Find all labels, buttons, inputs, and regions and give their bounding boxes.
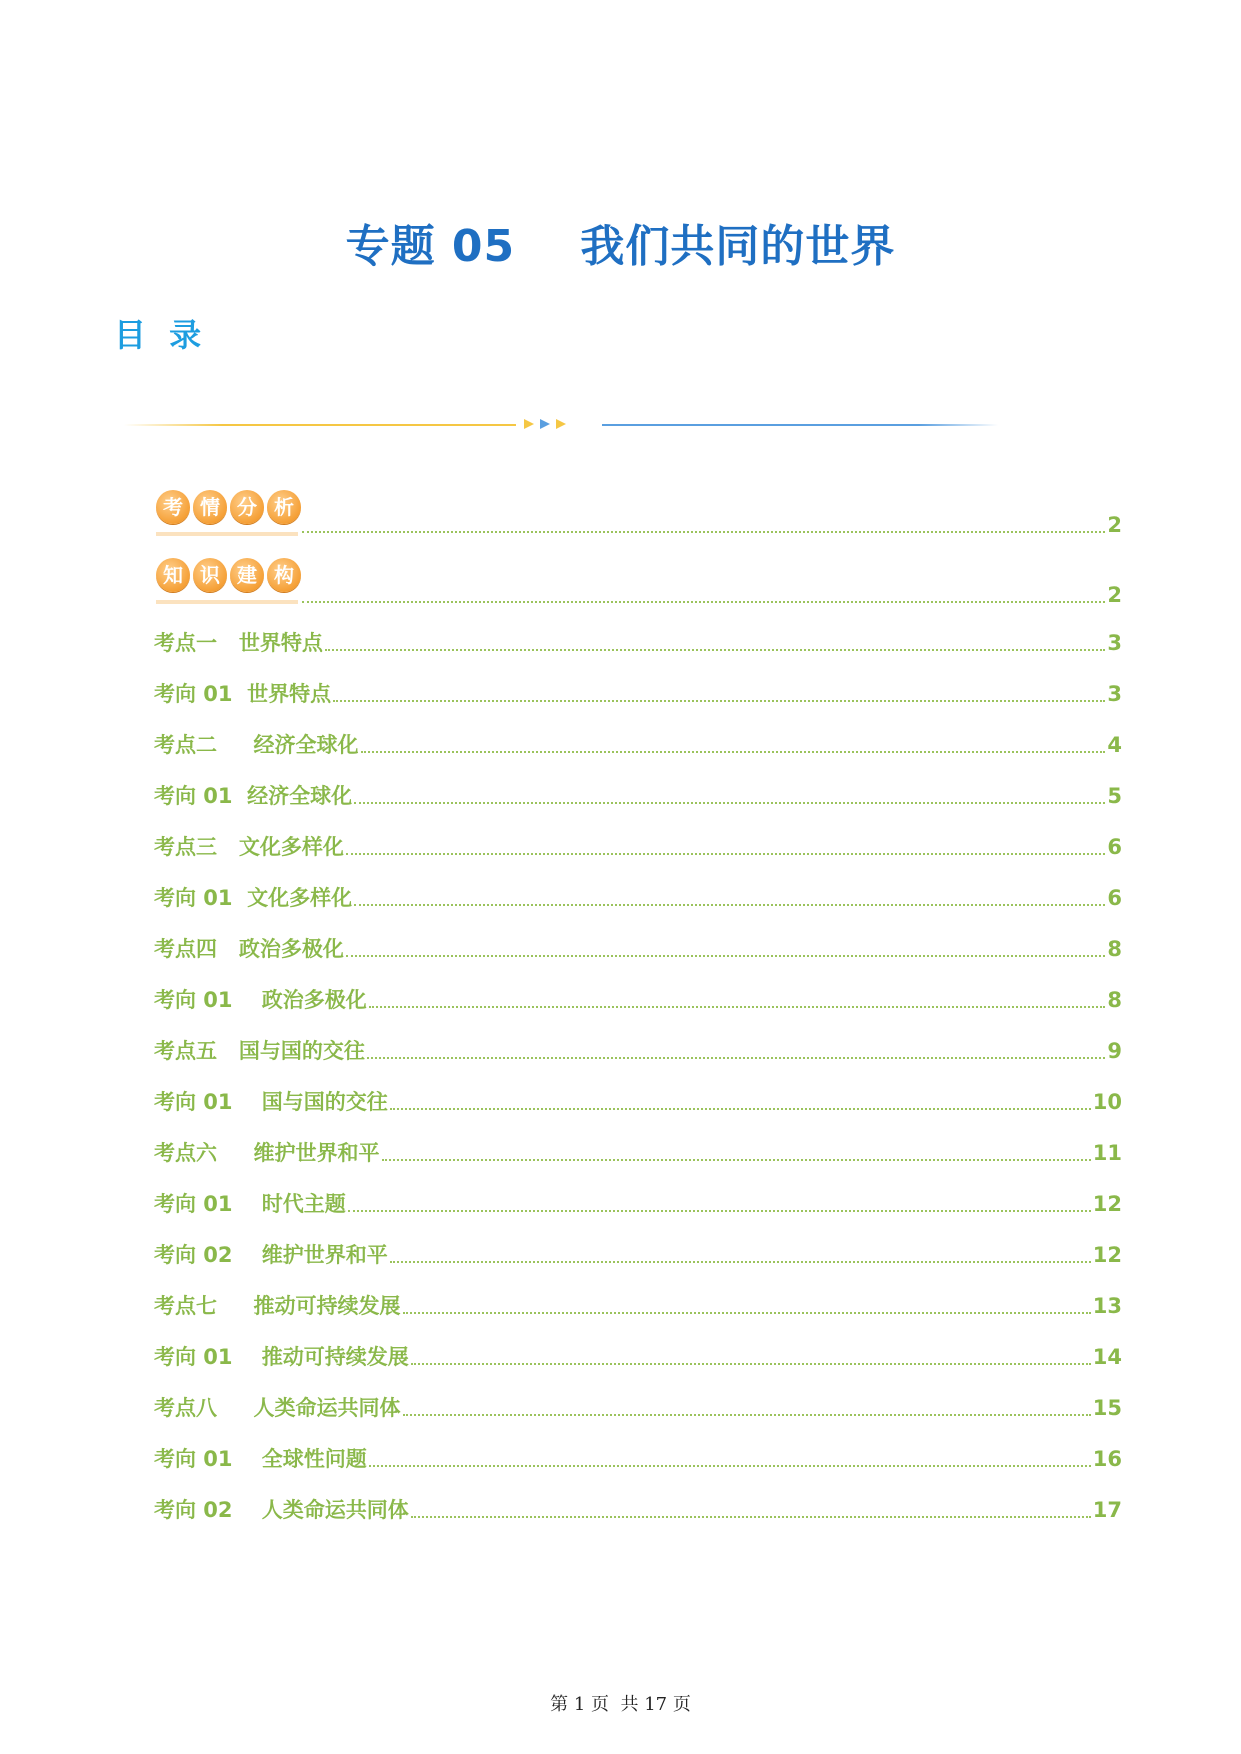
toc-entry-label: 考向 01 国与国的交往 [154,1090,388,1114]
toc-page-number: 5 [1107,784,1122,808]
toc-page-number: 17 [1092,1498,1122,1522]
toc-entry-label: 考点三 文化多样化 [154,835,344,859]
toc-entry[interactable] [154,936,1122,962]
dot-leader [369,1465,1091,1467]
badge-char: 构 [267,558,301,592]
footer-suffix: 页 [672,1694,691,1715]
dot-leader [411,1363,1091,1365]
dot-leader [302,531,1105,533]
dot-leader [369,1006,1106,1008]
toc-entry[interactable] [154,1344,1122,1370]
triangle-arrows-icon [522,416,576,432]
toc-page-number: 11 [1092,1141,1122,1165]
dot-leader [346,853,1105,855]
dot-leader [390,1261,1091,1263]
dot-leader [348,1210,1091,1212]
toc-entry[interactable] [154,1395,1122,1421]
dot-leader [346,955,1105,957]
page-footer [0,1690,1241,1716]
toc-entry-label: 考点六 维护世界和平 [154,1141,380,1165]
toc-entry-label: 考向 02 维护世界和平 [154,1243,388,1267]
toc-entry-label: 考向 01 文化多样化 [154,886,353,910]
toc-page-number: 4 [1107,733,1122,757]
toc-entry[interactable] [154,1497,1122,1523]
toc-page-number: 16 [1092,1447,1122,1471]
dot-leader [382,1159,1091,1161]
toc-entry-label: 考向 01 全球性问题 [154,1447,367,1471]
toc-page-number: 12 [1092,1243,1122,1267]
toc-entry-label: 考点二 经济全球化 [154,733,359,757]
toc-entry-label: 考点八 人类命运共同体 [154,1396,401,1420]
dot-leader [302,601,1105,603]
toc-entry-label: 考向 01 经济全球化 [154,784,353,808]
toc-page-number: 13 [1092,1294,1122,1318]
toc-entry[interactable] [154,987,1122,1013]
toc-entry[interactable] [154,1089,1122,1115]
toc-page-number: 10 [1092,1090,1122,1114]
toc-entry-badge[interactable] [300,582,1122,608]
dot-leader [367,1057,1105,1059]
dot-leader [390,1108,1091,1110]
dot-leader [411,1516,1091,1518]
toc-entry-label: 考点七 推动可持续发展 [154,1294,401,1318]
badge-char: 建 [230,558,264,592]
toc-page-number: 15 [1092,1396,1122,1420]
dot-leader [333,700,1105,702]
dot-leader [354,802,1105,804]
toc-page-number: 9 [1107,1039,1122,1063]
dot-leader [361,751,1106,753]
toc-entry[interactable] [154,1191,1122,1217]
badge-char: 考 [156,490,190,524]
dot-leader [325,649,1105,651]
badge-char: 分 [230,490,264,524]
badge-underline [156,532,298,536]
footer-middle: 页 共 [591,1694,639,1715]
toc-entry[interactable] [154,630,1122,656]
toc-entry[interactable] [154,732,1122,758]
toc-entry-label: 考点四 政治多极化 [154,937,344,961]
toc-entry[interactable] [154,681,1122,707]
badge-underline [156,600,298,604]
toc-page-number: 12 [1092,1192,1122,1216]
badge-char: 识 [193,558,227,592]
toc-entry[interactable] [154,885,1122,911]
toc-entry-label: 考点一 世界特点 [154,631,323,655]
toc-entry[interactable] [154,1140,1122,1166]
badge-char: 情 [193,490,227,524]
badge-char: 析 [267,490,301,524]
dot-leader [403,1312,1091,1314]
toc-page-number: 3 [1107,631,1122,655]
toc-entry[interactable] [154,834,1122,860]
footer-prefix: 第 [550,1694,569,1715]
toc-entry-label: 考向 02 人类命运共同体 [154,1498,409,1522]
toc-entry[interactable] [154,1446,1122,1472]
footer-total-pages: 17 [644,1694,668,1715]
badge-char: 知 [156,558,190,592]
toc-page-number: 8 [1107,988,1122,1012]
toc-page-number: 8 [1107,937,1122,961]
divider-left [124,424,516,426]
toc-page-number: 14 [1092,1345,1122,1369]
toc-entry-label: 考向 01 政治多极化 [154,988,367,1012]
dot-leader [354,904,1105,906]
toc-page-number: 6 [1107,886,1122,910]
toc-entry[interactable] [154,1242,1122,1268]
toc-entry[interactable] [154,1038,1122,1064]
toc-entry-label: 考向 01 时代主题 [154,1192,346,1216]
toc-entry[interactable] [154,783,1122,809]
badge-kaoqing-fenxi [156,490,301,524]
document-title: 专题 05 我们共同的世界 [345,221,896,272]
toc-entry-label: 考向 01 推动可持续发展 [154,1345,409,1369]
toc-entry[interactable] [154,1293,1122,1319]
toc-entry-label: 考点五 国与国的交往 [154,1039,365,1063]
toc-entry-badge[interactable] [300,512,1122,538]
footer-current-page: 1 [573,1694,586,1715]
toc-entry-label: 考向 01 世界特点 [154,682,332,706]
toc-page-number: 2 [1107,583,1122,607]
dot-leader [403,1414,1091,1416]
toc-heading: 目 录 [114,316,208,354]
divider-right [602,424,998,426]
badge-zhishi-jiangou [156,558,301,592]
toc-page-number: 3 [1107,682,1122,706]
toc-page-number: 6 [1107,835,1122,859]
toc-page-number: 2 [1107,513,1122,537]
